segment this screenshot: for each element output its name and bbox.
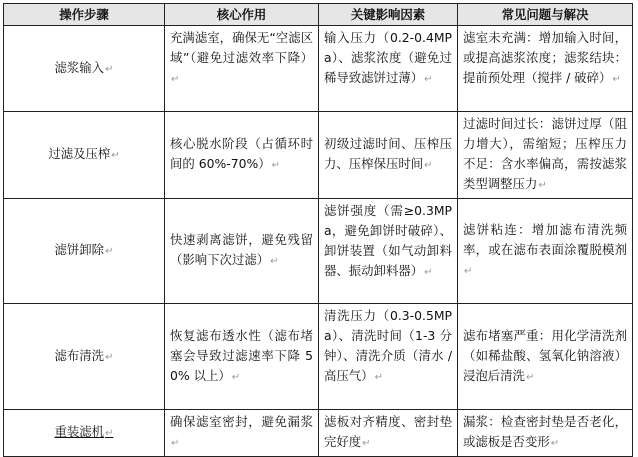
role-text: 确保滤室密封，避免漏浆 ↵ xyxy=(170,414,313,449)
issues-cell xyxy=(458,410,633,457)
role-text: 充满滤室，确保无“空滤区域”（避免过滤效率下降） ↵ xyxy=(170,30,313,85)
issues-cell xyxy=(458,26,633,112)
header-issues: 常见问题与解决 xyxy=(458,4,633,26)
issues-text: 滤布堵塞严重：用化学清洗剂（如稀盐酸、氢氧化钠溶液）浸泡后清洗 ↵ xyxy=(463,328,627,383)
issues-text: 过滤时间过长：滤饼过厚（阻力增大），需缩短；压榨压力不足：含水率偏高，需按滤浆类型调整压力 ↵ xyxy=(463,116,627,191)
step-cell xyxy=(4,112,165,199)
step-label: 滤浆输入 ↵ xyxy=(55,60,114,75)
issues-text: 滤饼粘连：增加滤布清洗频率，或在滤布表面涂覆脱模剂 ↵ xyxy=(463,222,627,277)
role-text: 恢复滤布透水性（滤布堵塞会导致过滤速率下降 50% 以上） ↵ xyxy=(170,328,313,383)
table-row xyxy=(4,304,633,410)
step-cell xyxy=(4,304,165,410)
step-cell xyxy=(4,199,165,304)
issues-text: 滤室未充满：增加输入时间，或提高滤浆浓度；滤浆结块：提前预处理（搅拌 / 破碎） ↵ xyxy=(463,30,627,85)
step-label: 滤饼卸除 ↵ xyxy=(55,242,114,257)
header-step: 操作步骤 xyxy=(4,4,165,26)
role-text: 核心脱水阶段（占循环时间的 60%-70%） ↵ xyxy=(170,136,313,171)
step-cell xyxy=(4,26,165,112)
factors-cell xyxy=(319,304,458,410)
role-cell xyxy=(165,112,319,199)
factors-text: 滤饼强度（需≥0.3MPa，避免卸饼时破碎）、卸饼装置（如气动卸料器、振动卸料器） ↵ xyxy=(324,203,452,278)
factors-cell xyxy=(319,26,458,112)
role-cell xyxy=(165,26,319,112)
issues-cell xyxy=(458,112,633,199)
process-table xyxy=(3,3,633,457)
factors-text: 初级过滤时间、压榨压力、压榨保压时间 ↵ xyxy=(324,136,452,171)
table-row xyxy=(4,410,633,457)
role-cell xyxy=(165,410,319,457)
table-row xyxy=(4,112,633,199)
table-row xyxy=(4,26,633,112)
factors-text: 输入压力（0.2-0.4MPa）、滤浆浓度（避免过稀导致滤饼过薄） ↵ xyxy=(324,30,452,85)
role-text: 快速剥离滤饼，避免残留（影响下次过滤） ↵ xyxy=(170,232,313,267)
factors-text: 清洗压力（0.3-0.5MPa）、清洗时间（1-3 分钟）、清洗介质（清水 / 高压气） ↵ xyxy=(324,308,452,383)
table-row xyxy=(4,199,633,304)
issues-cell xyxy=(458,199,633,304)
step-label: 滤布清洗 ↵ xyxy=(55,348,114,363)
factors-cell xyxy=(319,199,458,304)
issues-cell xyxy=(458,304,633,410)
step-label: 过滤及压榨 ↵ xyxy=(48,146,119,161)
factors-text: 滤板对齐精度、密封垫完好度 ↵ xyxy=(324,414,452,449)
step-label: 重装滤机 ↵ xyxy=(55,424,114,439)
role-cell xyxy=(165,199,319,304)
factors-cell xyxy=(319,410,458,457)
header-role: 核心作用 xyxy=(165,4,319,26)
table-header-row xyxy=(4,4,633,26)
factors-cell xyxy=(319,112,458,199)
header-factors: 关键影响因素 xyxy=(319,4,458,26)
role-cell xyxy=(165,304,319,410)
step-cell xyxy=(4,410,165,457)
issues-text: 漏浆：检查密封垫是否老化，或滤板是否变形 ↵ xyxy=(463,414,627,449)
